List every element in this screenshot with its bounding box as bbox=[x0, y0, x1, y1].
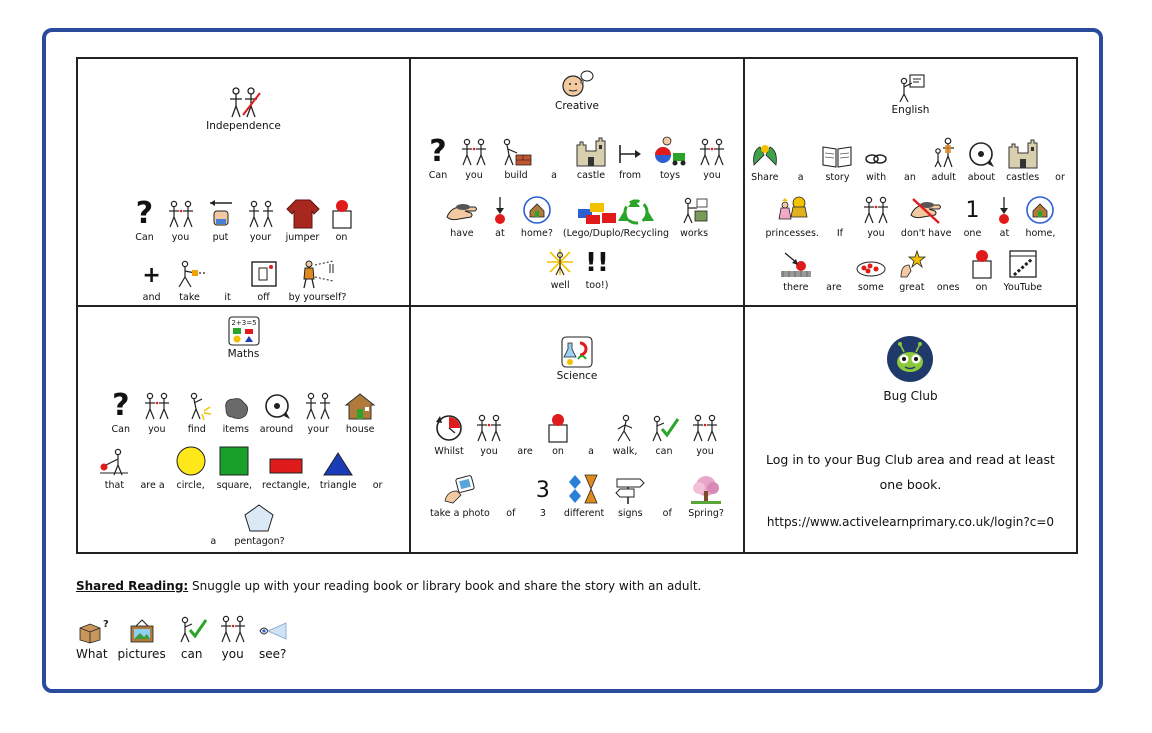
maths-header bbox=[78, 315, 409, 360]
build-bricks-icon bbox=[499, 137, 533, 167]
home-circle-icon bbox=[1025, 195, 1055, 225]
symbol-a: a bbox=[551, 170, 557, 181]
symbol-you: you bbox=[166, 199, 196, 243]
creative-line-2 bbox=[411, 195, 743, 239]
cell-maths bbox=[78, 307, 411, 552]
symbol-what: ? What bbox=[76, 619, 109, 661]
cell-bug-club bbox=[745, 307, 1076, 552]
symbol-youtube: YouTube bbox=[1004, 249, 1043, 293]
whilst-clock-icon bbox=[434, 413, 464, 443]
signpost-icon bbox=[614, 475, 646, 505]
symbol-by-yourself: by yourself? bbox=[289, 259, 347, 303]
you-people-icon bbox=[459, 137, 489, 167]
creative-line-1 bbox=[411, 134, 743, 181]
teacher-board-icon bbox=[896, 73, 926, 103]
activity-grid bbox=[76, 57, 1078, 554]
put-hand-icon bbox=[206, 199, 236, 229]
symbol-you: you bbox=[861, 195, 891, 239]
princess-icon bbox=[775, 195, 809, 225]
your-people-icon bbox=[303, 391, 333, 421]
symbol-dont-have: don't have bbox=[901, 195, 952, 239]
symbol-castles: castles bbox=[1006, 139, 1039, 183]
symbol-adult: adult bbox=[931, 139, 957, 183]
about-circle-icon bbox=[966, 139, 996, 169]
around-circle-icon bbox=[262, 391, 292, 421]
works-icon bbox=[679, 195, 709, 225]
symbol-find: find bbox=[182, 391, 212, 435]
science-line-2 bbox=[411, 475, 743, 519]
spring-tree-icon bbox=[689, 475, 723, 505]
off-box-icon bbox=[249, 259, 279, 289]
symbol-at: at bbox=[993, 195, 1015, 239]
symbol-at: at bbox=[489, 195, 511, 239]
symbol-share: Share bbox=[750, 139, 780, 183]
science-title: Science bbox=[556, 370, 598, 382]
that-pointing-icon bbox=[98, 447, 130, 477]
symbol-are: are bbox=[826, 282, 842, 293]
items-blob-icon bbox=[222, 395, 250, 421]
symbol-you: you bbox=[218, 614, 248, 661]
house-icon bbox=[343, 391, 377, 421]
symbol-well: well bbox=[545, 247, 575, 291]
symbol-spring: Spring? bbox=[688, 475, 724, 519]
symbol-pentagon: pentagon? bbox=[234, 503, 284, 547]
symbol-there: there bbox=[779, 249, 813, 293]
number-one: 1 bbox=[965, 198, 980, 223]
adult-child-icon bbox=[931, 137, 957, 169]
symbol-home: home? bbox=[521, 195, 553, 239]
symbol-about: about bbox=[967, 139, 997, 183]
from-arrow-icon bbox=[617, 141, 643, 167]
can-tick-icon bbox=[176, 614, 208, 644]
maths-equation-text: 2+3=5 bbox=[230, 319, 257, 327]
circle-shape-icon bbox=[175, 445, 207, 477]
symbol-or: or bbox=[1055, 172, 1065, 183]
pentagon-shape-icon bbox=[243, 503, 275, 533]
symbol-an: an bbox=[904, 172, 916, 183]
symbol-if: If bbox=[836, 228, 843, 239]
symbol-on: on bbox=[330, 199, 354, 243]
symbol-from: from bbox=[617, 137, 643, 181]
symbol-one: 1 one bbox=[963, 198, 982, 239]
bug-club-logo-icon bbox=[886, 335, 934, 383]
exclamation-icon: !! bbox=[585, 248, 609, 278]
symbol-walk: walk, bbox=[612, 413, 638, 457]
symbol-you: you bbox=[459, 137, 489, 181]
symbol-of-2: of bbox=[662, 508, 672, 519]
symbol-take-a-photo: take a photo bbox=[430, 475, 490, 519]
symbol-are-a: are a bbox=[140, 480, 165, 491]
symbol-can: ? Can bbox=[428, 134, 448, 181]
symbol-your: your bbox=[246, 199, 276, 243]
rectangle-shape-icon bbox=[268, 455, 304, 477]
bug-club-title: Bug Club bbox=[883, 389, 938, 403]
symbol-ones: ones bbox=[936, 282, 960, 293]
on-box-icon bbox=[970, 249, 994, 279]
walk-person-icon bbox=[612, 413, 638, 443]
pictures-question-row bbox=[76, 614, 298, 661]
science-line-1 bbox=[411, 413, 743, 457]
symbol-jumper: jumper bbox=[286, 199, 320, 243]
symbol-triangle: triangle bbox=[320, 447, 357, 491]
symbol-princesses: princesses. bbox=[766, 195, 819, 239]
on-box-icon bbox=[330, 199, 354, 229]
cell-independence bbox=[78, 59, 411, 307]
shared-reading-text: Snuggle up with your reading book or library book and share the story with an adult. bbox=[188, 579, 702, 593]
jumper-icon bbox=[286, 197, 320, 229]
symbol-or: or bbox=[372, 480, 383, 491]
castle-icon bbox=[575, 137, 607, 167]
symbol-have: have bbox=[445, 195, 479, 239]
maths-shapes-icon bbox=[227, 315, 261, 347]
symbol-your: your bbox=[303, 391, 333, 435]
symbol-off: off bbox=[249, 259, 279, 303]
symbol-story: story bbox=[822, 139, 854, 183]
dont-have-icon bbox=[909, 197, 943, 225]
symbol-too: !! too!) bbox=[585, 248, 609, 291]
independence-header bbox=[78, 85, 409, 132]
great-star-icon bbox=[897, 249, 927, 279]
symbol-a: a bbox=[588, 446, 594, 457]
independence-line-1 bbox=[78, 196, 409, 243]
video-film-icon bbox=[1008, 249, 1038, 279]
science-icon bbox=[560, 335, 594, 369]
symbol-items: items bbox=[222, 391, 250, 435]
english-line-3 bbox=[745, 249, 1076, 293]
thinking-face-icon bbox=[560, 69, 594, 99]
some-items-icon bbox=[855, 259, 887, 279]
lego-recycling-icon bbox=[576, 195, 656, 225]
triangle-shape-icon bbox=[322, 451, 354, 477]
maths-line-1 bbox=[78, 388, 409, 435]
camera-photo-icon bbox=[443, 475, 477, 505]
find-icon bbox=[182, 391, 212, 421]
symbol-you: you bbox=[142, 391, 172, 435]
cell-english bbox=[745, 59, 1076, 307]
symbol-can: ? Can bbox=[111, 388, 131, 435]
symbol-with: with bbox=[863, 139, 889, 183]
symbol-home: home, bbox=[1025, 195, 1055, 239]
maths-line-2 bbox=[78, 447, 409, 491]
english-line-1 bbox=[745, 139, 1076, 183]
symbol-you: you bbox=[474, 413, 504, 457]
take-person-icon bbox=[173, 259, 207, 289]
there-icon bbox=[779, 251, 813, 279]
what-box-icon bbox=[77, 618, 107, 644]
with-rings-icon bbox=[863, 149, 889, 169]
symbol-three: 3 3 bbox=[535, 478, 550, 519]
symbol-can: ? Can bbox=[135, 196, 154, 243]
bug-club-instructions: Log in to your Bug Club area and read at least one book. bbox=[766, 452, 1055, 492]
english-line-2 bbox=[745, 195, 1076, 239]
can-tick-icon bbox=[648, 413, 680, 443]
symbol-take: take bbox=[173, 259, 207, 303]
see-eye-icon bbox=[258, 618, 288, 644]
independence-line-2 bbox=[78, 259, 409, 303]
have-hand-icon bbox=[445, 199, 479, 225]
book-icon bbox=[821, 143, 853, 169]
worksheet-frame bbox=[42, 28, 1103, 693]
you-people-icon bbox=[474, 413, 504, 443]
cell-science bbox=[411, 307, 745, 552]
svg-text:?: ? bbox=[102, 619, 109, 630]
symbol-a: a bbox=[210, 536, 217, 547]
maths-line-3 bbox=[78, 503, 409, 547]
cell-creative bbox=[411, 59, 745, 307]
symbol-on: on bbox=[546, 413, 570, 457]
symbol-you-2: you bbox=[697, 137, 727, 181]
question-mark-icon: ? bbox=[112, 388, 130, 423]
you-people-icon bbox=[166, 199, 196, 229]
symbol-castle: castle bbox=[575, 137, 607, 181]
symbol-circle: circle, bbox=[175, 447, 207, 491]
symbol-put: put bbox=[206, 199, 236, 243]
shared-reading-label: Shared Reading: bbox=[76, 579, 189, 593]
picture-frame-icon bbox=[128, 618, 156, 644]
symbol-of: of bbox=[506, 508, 516, 519]
two-people-icon bbox=[227, 85, 261, 119]
well-star-icon bbox=[545, 247, 575, 277]
symbol-signs: signs bbox=[614, 475, 646, 519]
symbol-that: that bbox=[98, 447, 130, 491]
at-arrow-icon bbox=[994, 195, 1014, 225]
science-header bbox=[411, 335, 743, 382]
symbol-on: on bbox=[970, 249, 994, 293]
symbol-great: great bbox=[897, 249, 927, 293]
maths-title: Maths bbox=[227, 348, 260, 360]
creative-line-3 bbox=[411, 247, 743, 291]
square-shape-icon bbox=[218, 445, 250, 477]
symbol-different: different bbox=[564, 475, 604, 519]
symbol-lego-duplo-recycling: (Lego/Duplo/Recycling bbox=[563, 195, 669, 239]
number-three: 3 bbox=[535, 478, 550, 503]
independence-title: Independence bbox=[206, 120, 281, 132]
you-people-icon bbox=[697, 137, 727, 167]
symbol-are: are bbox=[517, 446, 533, 457]
bug-club-link[interactable]: https://www.activelearnprimary.co.uk/login?c=0 bbox=[766, 515, 1055, 529]
symbol-can: can bbox=[648, 413, 680, 457]
by-yourself-icon bbox=[297, 259, 337, 289]
question-mark-icon: ? bbox=[135, 196, 154, 231]
you-people-icon bbox=[142, 391, 172, 421]
you-people-icon bbox=[218, 614, 248, 644]
symbol-can: can bbox=[176, 614, 208, 661]
toys-icon bbox=[653, 135, 687, 167]
creative-title: Creative bbox=[554, 100, 600, 112]
creative-header bbox=[411, 69, 743, 112]
symbol-it: it bbox=[224, 292, 231, 303]
share-hands-icon bbox=[750, 139, 780, 169]
different-shapes-icon bbox=[569, 473, 599, 505]
symbol-and: + and bbox=[142, 263, 161, 303]
castle-icon bbox=[1007, 139, 1039, 169]
symbol-around: around bbox=[260, 391, 293, 435]
at-arrow-icon bbox=[490, 195, 510, 225]
english-header bbox=[745, 73, 1076, 116]
symbol-square: square, bbox=[217, 447, 252, 491]
symbol-whilst: Whilst bbox=[434, 413, 464, 457]
symbol-build: build bbox=[499, 137, 533, 181]
symbol-toys: toys bbox=[653, 137, 687, 181]
on-box-icon bbox=[546, 413, 570, 443]
symbol-pictures: pictures bbox=[118, 614, 166, 661]
english-title: English bbox=[891, 104, 930, 116]
plus-icon: + bbox=[142, 263, 161, 288]
shared-reading-section bbox=[76, 579, 701, 593]
symbol-some: some bbox=[855, 249, 887, 293]
symbol-a: a bbox=[797, 172, 804, 183]
question-mark-icon: ? bbox=[429, 134, 447, 169]
symbol-works: works bbox=[679, 195, 709, 239]
symbol-house: house bbox=[343, 391, 377, 435]
your-people-icon bbox=[246, 199, 276, 229]
you-people-icon bbox=[690, 413, 720, 443]
home-circle-icon bbox=[522, 195, 552, 225]
symbol-see: see? bbox=[258, 614, 288, 661]
you-people-icon bbox=[861, 195, 891, 225]
symbol-you-2: you bbox=[690, 413, 720, 457]
symbol-rectangle: rectangle, bbox=[262, 447, 310, 491]
